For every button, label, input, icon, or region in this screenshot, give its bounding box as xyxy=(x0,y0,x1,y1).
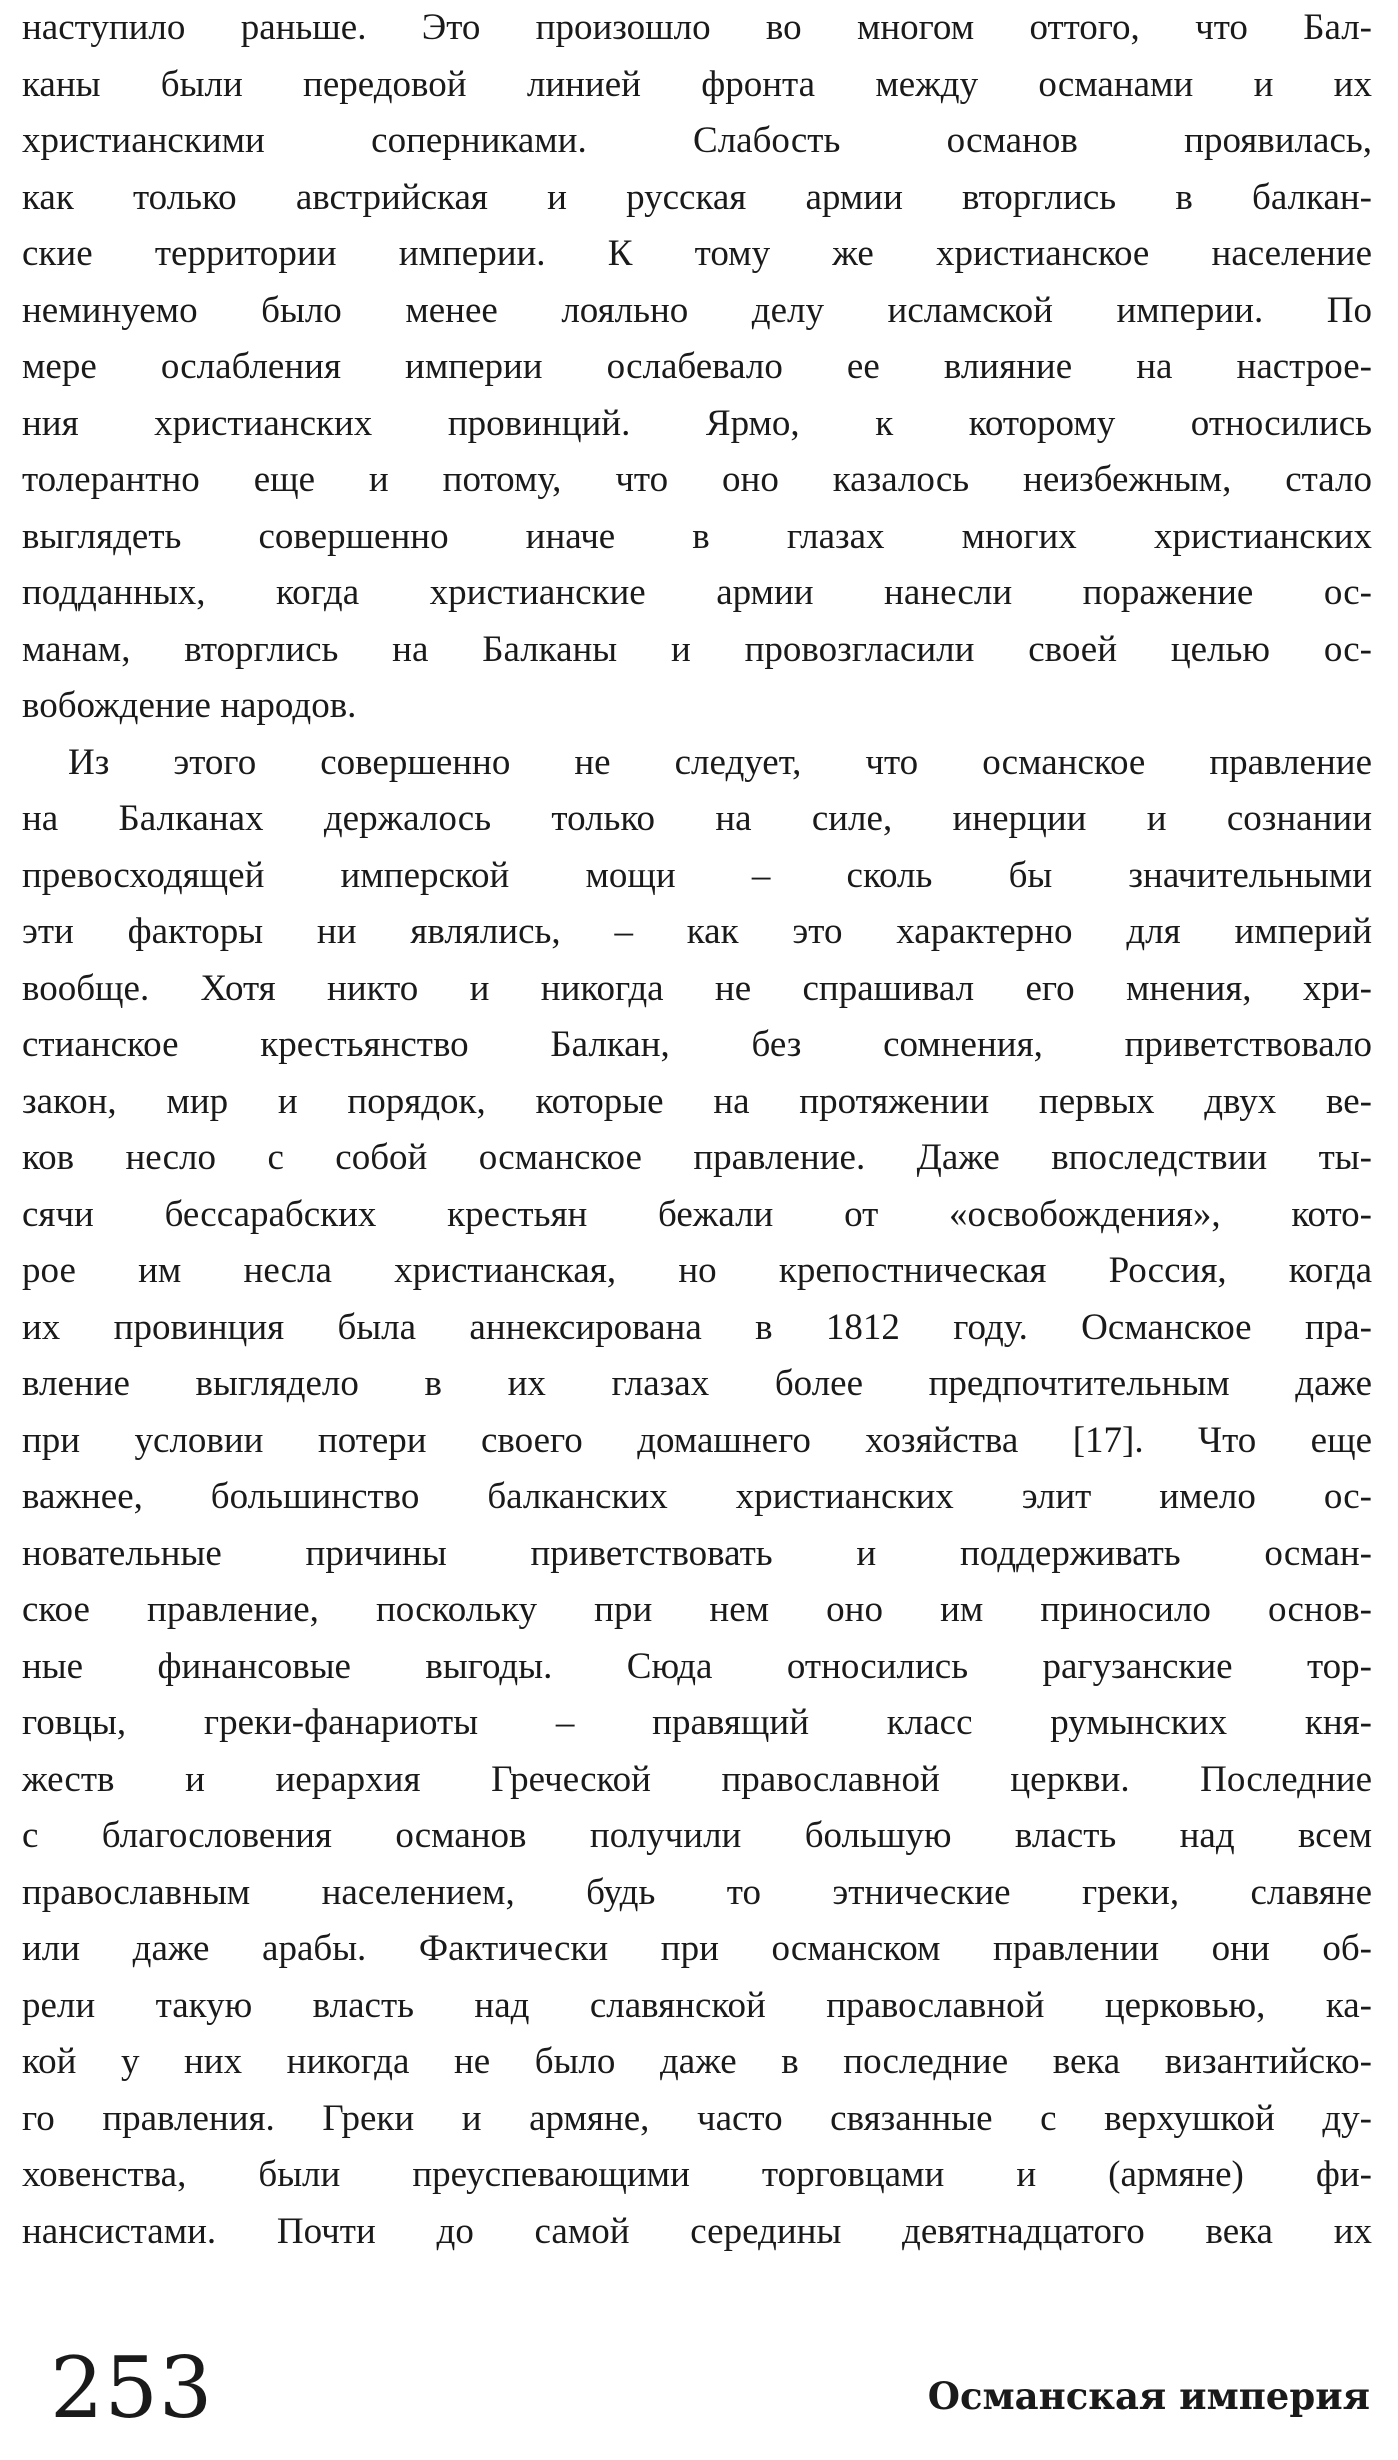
text-line: христианскими соперниками. Слабость османов проявилась, xyxy=(22,120,1372,161)
text-line: толерантно еще и потому, что оно казалось неизбежным, стало xyxy=(22,459,1372,500)
text-line: рое им несла христианская, но крепостническая Россия, когда xyxy=(22,1250,1372,1291)
text-line: новательные причины приветствовать и поддерживать осман- xyxy=(22,1532,1372,1574)
text-line: эти факторы ни являлись, – как это характерно для империй xyxy=(22,911,1372,952)
text-line: ков несло с собой османское правление. Даже впоследствии ты- xyxy=(22,1137,1372,1178)
paragraph-1 xyxy=(22,0,1372,735)
text-line: говцы, греки-фанариоты – правящий класс румынских кня- xyxy=(22,1702,1372,1743)
text-line: ховенства, были преуспевающими торговцами и (армяне) фи- xyxy=(22,2154,1372,2195)
text-line: рели такую власть над славянской православной церковью, ка- xyxy=(22,1984,1372,2026)
page-footer xyxy=(0,2338,1398,2438)
text-line: жеств и иерархия Греческой православной церкви. Последние xyxy=(22,1758,1372,1800)
text-line: превосходящей имперской мощи – сколь бы значительными xyxy=(22,854,1372,896)
text-line: нансистами. Почти до самой середины девятнадцатого века их xyxy=(22,2210,1372,2252)
text-line: православным населением, будь то этнические греки, славяне xyxy=(22,1871,1372,1913)
text-line: их провинция была аннексирована в 1812 году. Османское пра- xyxy=(22,1306,1372,1348)
paragraph-2 xyxy=(22,735,1372,2261)
text-line: каны были передовой линией фронта между османами и их xyxy=(22,63,1372,105)
text-line: сячи бессарабских крестьян бежали от «освобождения», кото- xyxy=(22,1193,1372,1235)
text-line: выглядеть совершенно иначе в глазах многих христианских xyxy=(22,515,1372,557)
text-line: с благословения османов получили большую власть над всем xyxy=(22,1815,1372,1856)
text-line: вобождение народов. xyxy=(22,685,357,726)
text-line: важнее, большинство балканских христианских элит имело ос- xyxy=(22,1476,1372,1517)
text-line: манам, вторглись на Балканы и провозгласили своей целью ос- xyxy=(22,628,1372,670)
text-line: при условии потери своего домашнего хозяйства [17]. Что еще xyxy=(22,1419,1372,1461)
text-line: закон, мир и порядок, которые на протяжении первых двух ве- xyxy=(22,1080,1372,1122)
text-line: ные финансовые выгоды. Сюда относились рагузанские тор- xyxy=(22,1645,1372,1687)
text-line: стианское крестьянство Балкан, без сомнения, приветствовало xyxy=(22,1024,1372,1065)
text-line: как только австрийская и русская армии вторглись в балкан- xyxy=(22,176,1372,218)
text-line: кой у них никогда не было даже в последние века византийско- xyxy=(22,2041,1372,2082)
text-line: ния христианских провинций. Ярмо, к которому относились xyxy=(22,402,1372,444)
body-text xyxy=(22,0,1372,2260)
running-title: Османская империя xyxy=(927,2374,1370,2418)
text-line: го правления. Греки и армяне, часто связанные с верхушкой ду- xyxy=(22,2097,1372,2139)
text-line: мере ослабления империи ослабевало ее влияние на настрое- xyxy=(22,346,1372,387)
text-line: неминуемо было менее лояльно делу исламской империи. По xyxy=(22,289,1372,331)
text-line: ское правление, поскольку при нем оно им приносило основ- xyxy=(22,1589,1372,1630)
page-number: 253 xyxy=(50,2339,214,2437)
text-line: вление выглядело в их глазах более предпочтительным даже xyxy=(22,1363,1372,1404)
text-line: на Балканах держалось только на силе, инерции и сознании xyxy=(22,798,1372,839)
text-line: Из этого совершенно не следует, что османское правление xyxy=(68,741,1372,783)
text-line: подданных, когда христианские армии нанесли поражение ос- xyxy=(22,572,1372,613)
text-line: или даже арабы. Фактически при османском правлении они об- xyxy=(22,1928,1372,1969)
text-line: ские территории империи. К тому же христианское население xyxy=(22,233,1372,274)
text-line: вообще. Хотя никто и никогда не спрашивал его мнения, хри- xyxy=(22,967,1372,1009)
text-line: наступило раньше. Это произошло во многом оттого, что Бал- xyxy=(22,7,1372,48)
